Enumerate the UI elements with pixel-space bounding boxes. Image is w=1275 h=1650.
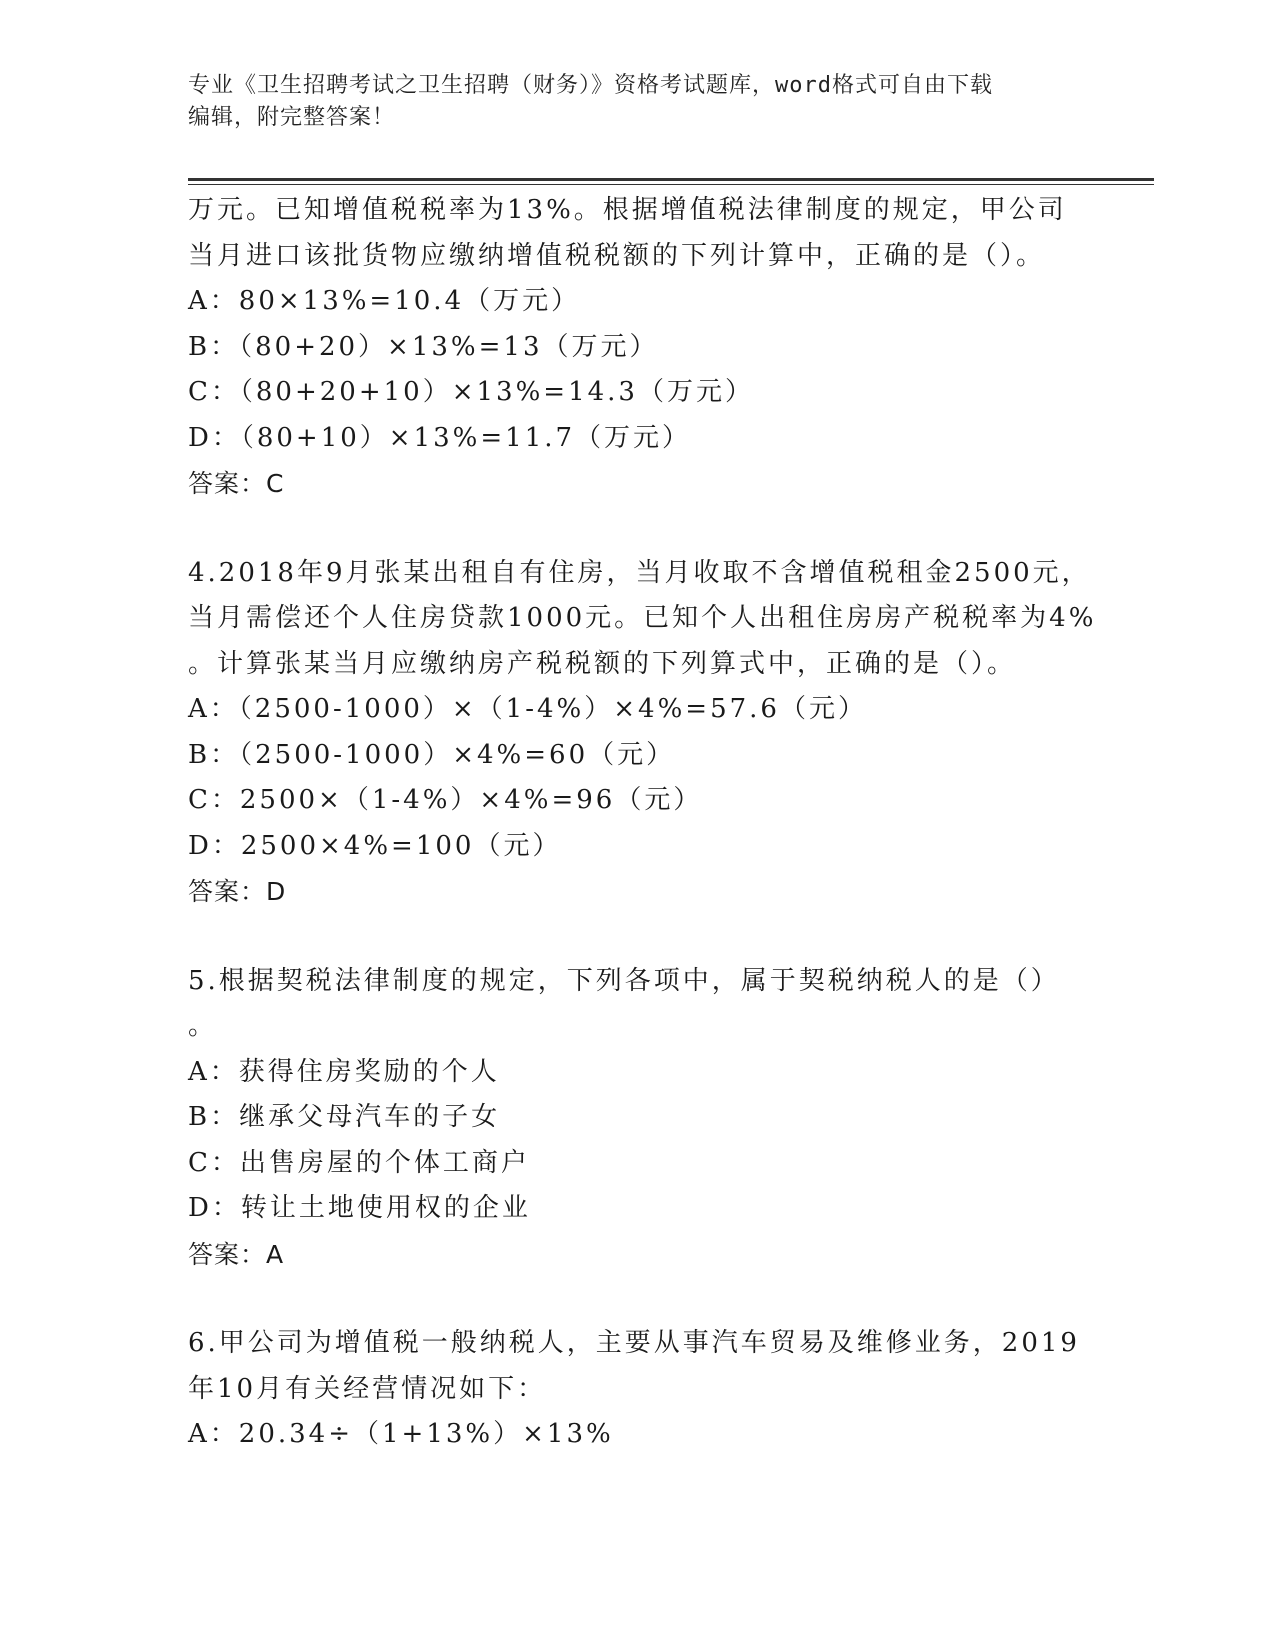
option-d: D：2500×4%=100（元） bbox=[188, 830, 562, 861]
question-block-3 bbox=[188, 188, 1148, 507]
option-b: B：（2500-1000）×4%=60（元） bbox=[188, 739, 676, 770]
option-c: C：2500×（1-4%）×4%=96（元） bbox=[188, 785, 703, 815]
question-block-6 bbox=[188, 1321, 1148, 1458]
header-title-line-2: 编辑，附完整答案！ bbox=[188, 105, 396, 130]
option-d: D：（80+10）×13%=11.7（万元） bbox=[188, 422, 692, 453]
answer-line: 答案：D bbox=[188, 877, 287, 906]
header-title-line-1: 专业《卫生招聘考试之卫生招聘（财务）》资格考试题库，word格式可自由下载 bbox=[188, 73, 993, 98]
question-block-5 bbox=[188, 959, 1148, 1278]
header-rule-thick bbox=[188, 178, 1154, 181]
question-stem-line: 4.2018年9月张某出租自有住房，当月收取不含增值税租金2500元， bbox=[188, 557, 1091, 588]
option-a: A：80×13%=10.4（万元） bbox=[188, 286, 581, 316]
question-spacer bbox=[188, 1277, 1148, 1321]
question-stem-line: 5.根据契税法律制度的规定，下列各项中，属于契税纳税人的是（） bbox=[188, 965, 1060, 996]
question-stem-line: 当月需偿还个人住房贷款1000元。已知个人出租住房房产税税率为4% bbox=[188, 603, 1097, 633]
option-b: B：继承父母汽车的子女 bbox=[188, 1102, 501, 1132]
option-c: C：（80+20+10）×13%=14.3（万元） bbox=[188, 377, 754, 407]
option-b: B：（80+20）×13%=13（万元） bbox=[188, 331, 659, 362]
option-c: C：出售房屋的个体工商户 bbox=[188, 1147, 530, 1178]
question-stem-line: 6.甲公司为增值税一般纳税人，主要从事汽车贸易及维修业务，2019 bbox=[188, 1328, 1080, 1358]
option-d: D：转让土地使用权的企业 bbox=[188, 1193, 531, 1223]
header-rule-thin bbox=[188, 184, 1154, 185]
option-a: A：获得住房奖励的个人 bbox=[188, 1056, 500, 1087]
question-stem-line: 。 bbox=[188, 1011, 218, 1041]
question-body bbox=[188, 188, 1148, 1458]
question-stem-line: 。计算张某当月应缴纳房产税税额的下列算式中，正确的是（）。 bbox=[188, 648, 1017, 679]
option-a: A：（2500-1000）×（1-4%）×4%=57.6（元） bbox=[188, 694, 867, 724]
question-stem-line: 当月进口该批货物应缴纳增值税税额的下列计算中，正确的是（）。 bbox=[188, 240, 1046, 271]
question-block-4 bbox=[188, 551, 1148, 915]
answer-line: 答案：A bbox=[188, 1239, 285, 1269]
page-header bbox=[188, 70, 1088, 134]
question-spacer bbox=[188, 915, 1148, 959]
question-stem-line: 年10月有关经营情况如下： bbox=[188, 1373, 547, 1404]
question-spacer bbox=[188, 507, 1148, 551]
option-a: A：20.34÷（1+13%）×13% bbox=[188, 1419, 614, 1449]
question-stem-line: 万元。已知增值税税率为13%。根据增值税法律制度的规定，甲公司 bbox=[188, 195, 1067, 225]
answer-line: 答案：C bbox=[188, 469, 285, 498]
